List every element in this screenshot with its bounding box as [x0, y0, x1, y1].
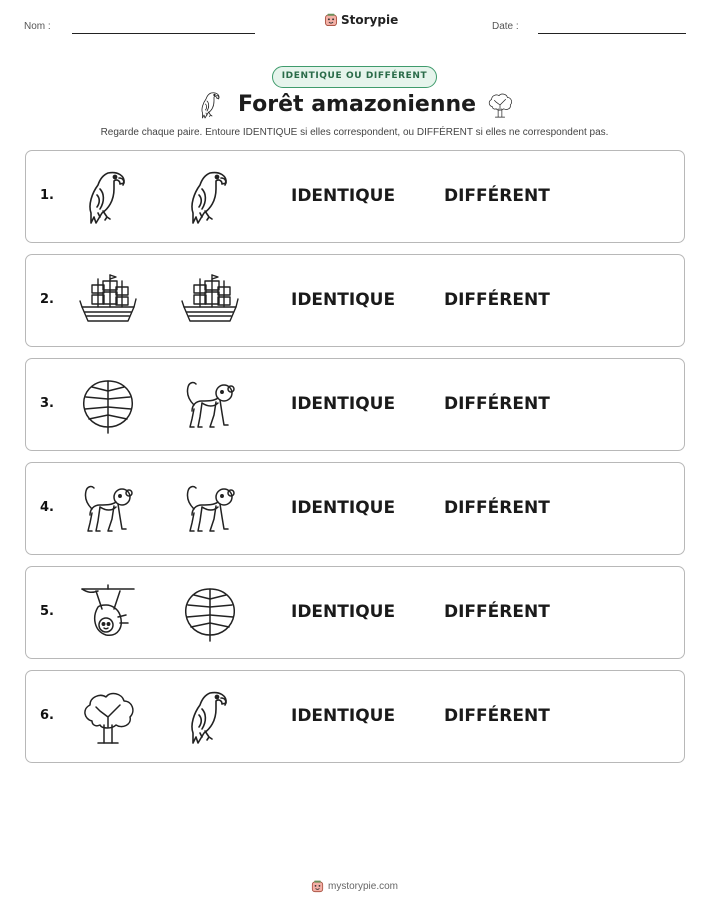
identical-option[interactable]: IDENTIQUE	[291, 602, 396, 622]
row-number: 3.	[40, 396, 54, 411]
brand	[324, 13, 398, 27]
tree-icon	[486, 90, 514, 120]
monkey-icon	[180, 479, 240, 539]
different-option[interactable]: DIFFÉRENT	[444, 602, 550, 622]
monkey-icon	[180, 375, 240, 435]
parrot-icon	[180, 167, 240, 227]
different-option[interactable]: DIFFÉRENT	[444, 290, 550, 310]
different-option[interactable]: DIFFÉRENT	[444, 186, 550, 206]
row-number: 1.	[40, 188, 54, 203]
ship-icon	[180, 271, 240, 331]
exercise-row	[25, 566, 685, 659]
identical-option[interactable]: IDENTIQUE	[291, 706, 396, 726]
date-label: Date :	[492, 21, 519, 32]
identical-option[interactable]: IDENTIQUE	[291, 498, 396, 518]
exercise-row	[25, 358, 685, 451]
title-row	[0, 90, 709, 124]
parrot-icon	[196, 90, 226, 120]
footer-website: mystorypie.com	[327, 881, 398, 892]
parrot-icon	[78, 167, 138, 227]
footer	[0, 880, 709, 893]
storypie-logo-icon	[311, 880, 324, 893]
name-label: Nom :	[24, 21, 51, 32]
parrot-icon	[180, 687, 240, 747]
sloth-icon	[78, 583, 138, 643]
page-title: Forêt amazonienne	[238, 92, 477, 117]
brand-name: Storypie	[341, 13, 399, 27]
identical-option[interactable]: IDENTIQUE	[291, 186, 396, 206]
tree-icon	[78, 687, 138, 747]
exercise-list	[25, 150, 685, 774]
name-field-line[interactable]	[72, 33, 255, 34]
exercise-row	[25, 462, 685, 555]
date-field-line[interactable]	[538, 33, 686, 34]
different-option[interactable]: DIFFÉRENT	[444, 498, 550, 518]
exercise-row	[25, 670, 685, 763]
worksheet-type-badge: IDENTIQUE OU DIFFÉRENT	[272, 66, 437, 88]
row-number: 2.	[40, 292, 54, 307]
exercise-row	[25, 254, 685, 347]
different-option[interactable]: DIFFÉRENT	[444, 394, 550, 414]
row-number: 6.	[40, 708, 54, 723]
identical-option[interactable]: IDENTIQUE	[291, 394, 396, 414]
instructions: Regarde chaque paire. Entoure IDENTIQUE si elles correspondent, ou DIFFÉRENT si elles ne correspondent pas.	[100, 127, 609, 138]
row-number: 4.	[40, 500, 54, 515]
storypie-logo-icon	[324, 13, 338, 27]
identical-option[interactable]: IDENTIQUE	[291, 290, 396, 310]
different-option[interactable]: DIFFÉRENT	[444, 706, 550, 726]
monkey-icon	[78, 479, 138, 539]
row-number: 5.	[40, 604, 54, 619]
exercise-row	[25, 150, 685, 243]
worksheet-header	[0, 12, 709, 42]
leaf-icon	[180, 583, 240, 643]
ship-icon	[78, 271, 138, 331]
leaf-icon	[78, 375, 138, 435]
